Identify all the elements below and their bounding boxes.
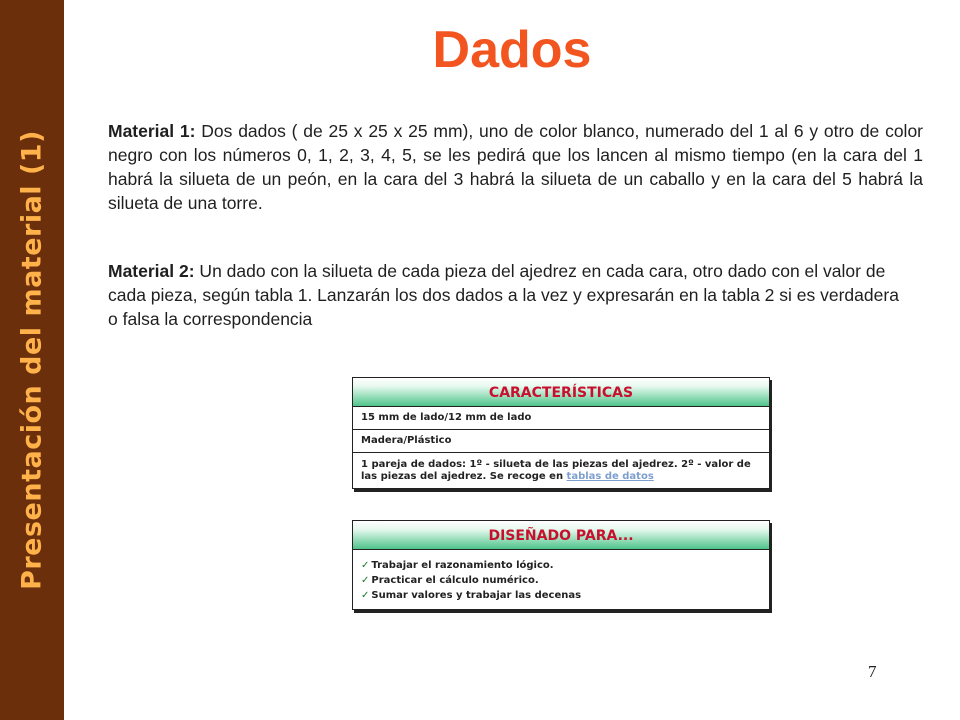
designed-for-table	[352, 520, 770, 610]
list-item: ✓ Trabajar el razonamiento lógico.	[361, 560, 554, 571]
material-1-text: Dos dados ( de 25 x 25 x 25 mm), uno de color blanco, numerado del 1 al 6 y otro de color negro con los números 0, 1, 2, 3, 4, 5, se les pedirá que los lancen al mismo tiempo (en la cara del 1 habrá la silueta de un peón, en la cara del 3 habrá la silueta de un caballo y en la cara del 5 habrá la silueta de una torre.	[108, 121, 924, 213]
material-1-paragraph	[108, 119, 923, 215]
feature-row-material: Madera/Plástico	[353, 430, 769, 453]
list-item: ✓ Practicar el cálculo numérico.	[361, 575, 539, 586]
sidebar-title: Presentación del material (1)	[16, 130, 48, 590]
list-item: ✓ Sumar valores y trabajar las decenas	[361, 590, 582, 601]
features-header: CARACTERÍSTICAS	[353, 378, 769, 407]
sidebar	[0, 0, 64, 720]
material-2-text: Un dado con la silueta de cada pieza del ajedrez en cada cara, otro dado con el valor de cada pieza, según tabla 1. Lanzarán los dos dados a la vez y expresarán en la tabla 2 si es verdadera o falsa la correspondencia	[108, 261, 899, 329]
checkmark-icon: ✓	[361, 560, 370, 571]
material-2-paragraph	[108, 259, 908, 331]
material-1-label: Material 1:	[108, 121, 196, 141]
page-number: 7	[868, 662, 877, 681]
page-title: Dados	[432, 21, 592, 79]
data-tables-link[interactable]: tablas de datos	[566, 471, 654, 482]
checkmark-icon: ✓	[361, 590, 370, 601]
designed-for-header: DISEÑADO PARA...	[353, 521, 769, 550]
feature-row-description-text: 1 pareja de dados: 1º - silueta de las piezas del ajedrez. 2º - valor de las piezas del ajedrez. Se recoge en	[361, 459, 751, 482]
feature-row-size: 15 mm de lado/12 mm de lado	[353, 407, 769, 430]
feature-row-description	[353, 453, 769, 488]
features-table	[352, 377, 770, 489]
designed-for-list	[353, 550, 769, 609]
checkmark-icon: ✓	[361, 575, 370, 586]
material-2-label: Material 2:	[108, 261, 195, 281]
